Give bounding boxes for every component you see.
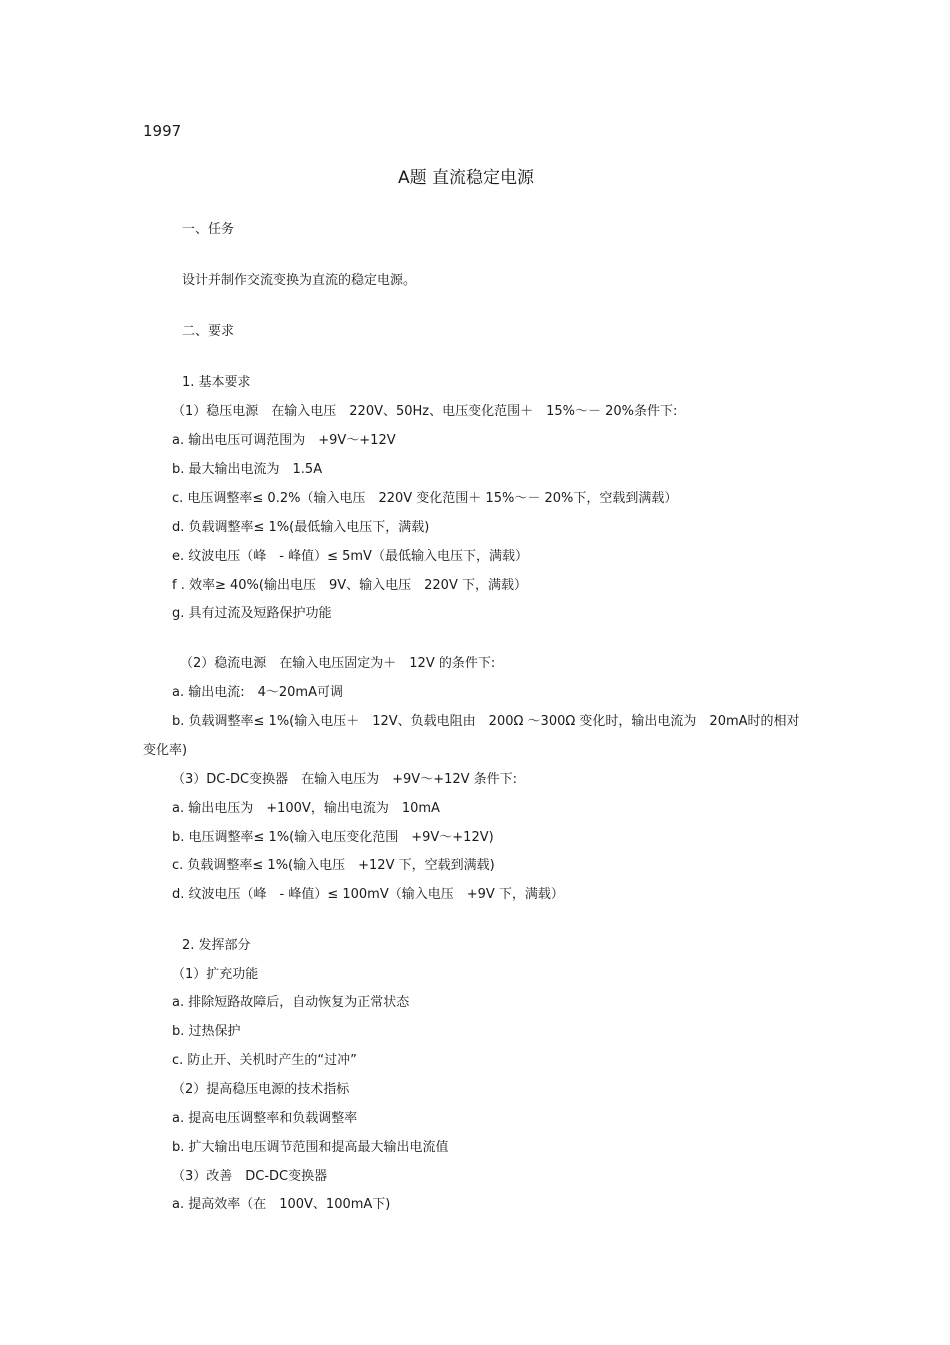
extension-heading: 2. 发挥部分 — [182, 938, 251, 953]
task-text: 设计并制作交流变换为直流的稳定电源。 — [182, 273, 417, 288]
list-item: b. 电压调整率≤ 1%(输入电压变化范围 +9V～+12V) — [172, 830, 494, 845]
regulated-voltage-heading: （1）稳压电源 在输入电压 220V、50Hz、电压变化范围＋ 15%～－ 20%条件下: — [172, 404, 678, 419]
extended-functions-heading: （1）扩充功能 — [172, 967, 259, 982]
list-item: a. 输出电压为 +100V，输出电流为 10mA — [172, 801, 440, 816]
list-item: b. 过热保护 — [172, 1024, 241, 1039]
list-item: a. 输出电压可调范围为 +9V～+12V — [172, 433, 396, 448]
list-item: b. 最大输出电流为 1.5A — [172, 462, 323, 477]
basic-requirements-heading: 1. 基本要求 — [182, 375, 251, 390]
dcdc-converter-heading: （3）DC-DC变换器 在输入电压为 +9V～+12V 条件下: — [172, 772, 518, 787]
list-item: a. 排除短路故障后，自动恢复为正常状态 — [172, 995, 410, 1010]
list-item: c. 负载调整率≤ 1%(输入电压 +12V 下，空载到满载) — [172, 858, 495, 873]
list-item: a. 输出电流: 4～20mA可调 — [172, 685, 343, 700]
year: 1997 — [143, 122, 182, 140]
list-item-continuation: 变化率) — [143, 743, 188, 758]
list-item: a. 提高电压调整率和负载调整率 — [172, 1111, 358, 1126]
list-item: b. 负载调整率≤ 1%(输入电压＋ 12V、负载电阻由 200Ω ～300Ω 变化时，输出电流为 20mA时的相对 — [172, 714, 800, 729]
improve-dcdc-heading: （3）改善 DC-DC变换器 — [172, 1169, 328, 1184]
list-item: d. 负载调整率≤ 1%(最低输入电压下，满载) — [172, 520, 430, 535]
improve-specs-heading: （2）提高稳压电源的技术指标 — [172, 1082, 350, 1097]
section-heading-requirements: 二、要求 — [182, 324, 235, 339]
section-heading-task: 一、任务 — [182, 222, 235, 237]
list-item: b. 扩大输出电压调节范围和提高最大输出电流值 — [172, 1140, 449, 1155]
list-item: f . 效率≥ 40%(输出电压 9V、输入电压 220V 下，满载） — [172, 578, 527, 593]
list-item: e. 纹波电压（峰 - 峰值）≤ 5mV（最低输入电压下，满载） — [172, 549, 528, 564]
page-title: A题 直流稳定电源 — [398, 168, 535, 188]
list-item: c. 电压调整率≤ 0.2%（输入电压 220V 变化范围＋ 15%～－ 20%下，空载到满载） — [172, 491, 678, 506]
list-item: d. 纹波电压（峰 - 峰值）≤ 100mV（输入电压 +9V 下，满载） — [172, 887, 564, 902]
list-item: a. 提高效率（在 100V、100mA下) — [172, 1197, 391, 1212]
list-item: c. 防止开、关机时产生的“过冲” — [172, 1053, 357, 1068]
regulated-current-heading: （2）稳流电源 在输入电压固定为＋ 12V 的条件下: — [180, 656, 496, 671]
list-item: g. 具有过流及短路保护功能 — [172, 606, 332, 621]
